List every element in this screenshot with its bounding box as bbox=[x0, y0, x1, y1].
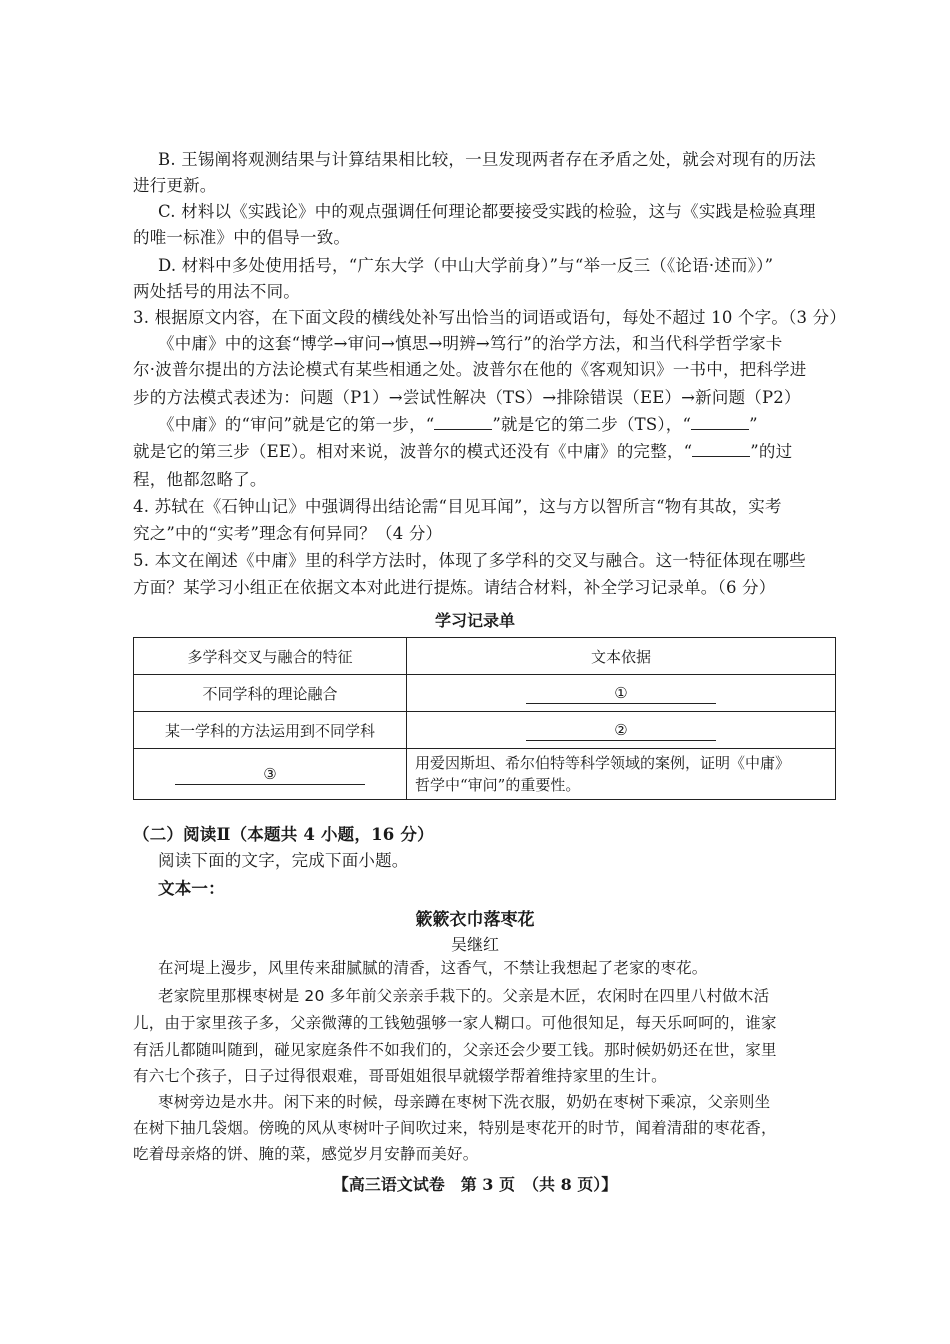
page-footer: 【高三语文试卷 第 3 页 （共 8 页）】 bbox=[332, 1175, 618, 1194]
story-line: 有六七个孩子，日子过得很艰难，哥哥姐姐很早就辍学帮着维持家里的生计。 bbox=[133, 1067, 667, 1085]
section2-heading: （二）阅读Ⅱ（本题共 4 小题，16 分） bbox=[133, 825, 434, 844]
record-table bbox=[133, 637, 836, 800]
q3-text-4c: ” bbox=[749, 415, 758, 434]
q3-blank-3[interactable] bbox=[692, 440, 750, 457]
row1-feature: 不同学科的理论融合 bbox=[134, 675, 407, 712]
story-line: 吃着母亲烙的饼、腌的菜，感觉岁月安静而美好。 bbox=[133, 1145, 479, 1163]
table-row bbox=[134, 749, 836, 800]
q5-line1: 5. 本文在阐述《中庸》里的科学方法时，体现了多学科的交叉与融合。这一特征体现在哪些 bbox=[133, 551, 806, 570]
story-title: 簌簌衣巾落枣花 bbox=[415, 910, 535, 930]
story-line: 老家院里那棵枣树是 20 多年前父亲亲手栽下的。父亲是木匠，农闲时在四里八村做木活 bbox=[158, 987, 770, 1005]
option-d-line2: 两处括号的用法不同。 bbox=[133, 282, 300, 301]
option-c-line1: C. 材料以《实践论》中的观点强调任何理论都要接受实践的检验，这与《实践是检验真理 bbox=[158, 202, 816, 221]
option-d-line1: D. 材料中多处使用括号，“广东大学（中山大学前身）”与“举一反三（《论语·述而》）” bbox=[158, 256, 774, 275]
table-header-row bbox=[134, 638, 836, 675]
row1-evidence-cell bbox=[407, 675, 836, 712]
row3-evidence-line2: 哲学中“审问”的重要性。 bbox=[415, 776, 581, 794]
option-b-line1: B. 王锡阐将观测结果与计算结果相比较，一旦发现两者存在矛盾之处，就会对现有的历法 bbox=[158, 150, 816, 169]
q3-text-4a: 《中庸》的“审问”就是它的第一步，“ bbox=[158, 415, 435, 434]
q3-text-5b: ”的过 bbox=[750, 442, 793, 461]
q3-para-line6: 程，他都忽略了。 bbox=[133, 470, 267, 489]
answer-blank-2[interactable]: ② bbox=[526, 720, 716, 741]
option-c-line2: 的唯一标准》中的倡导一致。 bbox=[133, 228, 351, 247]
q3-para-line2: 尔·波普尔提出的方法论模式有某些相通之处。波普尔在他的《客观知识》一书中，把科学进 bbox=[133, 360, 807, 379]
option-b-line2: 进行更新。 bbox=[133, 176, 217, 195]
q3-text-4b: ”就是它的第二步（TS），“ bbox=[492, 415, 692, 434]
header-feature: 多学科交叉与融合的特征 bbox=[134, 638, 407, 675]
q3-blank-2[interactable] bbox=[691, 413, 749, 430]
story-author: 吴继红 bbox=[450, 935, 499, 954]
q3-para-line3: 步的方法模式表述为：问题（P1）→尝试性解决（TS）→排除错误（EE）→新问题（P2） bbox=[133, 388, 801, 407]
table-row bbox=[134, 675, 836, 712]
story-line: 儿，由于家里孩子多，父亲微薄的工钱勉强够一家人糊口。可他很知足，每天乐呵呵的，谁家 bbox=[133, 1014, 777, 1032]
row2-feature: 某一学科的方法运用到不同学科 bbox=[134, 712, 407, 749]
answer-blank-3[interactable]: ③ bbox=[175, 764, 365, 785]
row2-evidence-cell bbox=[407, 712, 836, 749]
header-evidence: 文本依据 bbox=[407, 638, 836, 675]
section2-instruction: 阅读下面的文字，完成下面小题。 bbox=[158, 851, 409, 870]
story-line: 有活儿都随叫随到，碰见家庭条件不如我们的，父亲还会少要工钱。那时候奶奶还在世，家里 bbox=[133, 1041, 777, 1059]
q3-blank-1[interactable] bbox=[434, 413, 492, 430]
story-line: 在树下抽几袋烟。傍晚的风从枣树叶子间吹过来，特别是枣花开的时节，闻着清甜的枣花香， bbox=[133, 1119, 777, 1137]
q4-line2: 究之”中的“实考”理念有何异同？（4 分） bbox=[133, 524, 443, 543]
q5-line2: 方面？某学习小组正在依据文本对此进行提炼。请结合材料，补全学习记录单。（6 分） bbox=[133, 578, 776, 597]
q3-stem: 3. 根据原文内容，在下面文段的横线处补写出恰当的词语或语句，每处不超过 10 个字。（3 分） bbox=[133, 308, 847, 327]
row3-feature-cell bbox=[134, 749, 407, 800]
q3-para-line5 bbox=[133, 439, 833, 465]
q3-text-5a: 就是它的第三步（EE）。相对来说，波普尔的模式还没有《中庸》的完整，“ bbox=[133, 442, 693, 461]
story-line: 在河堤上漫步，风里传来甜腻腻的清香，这香气，不禁让我想起了老家的枣花。 bbox=[158, 959, 708, 977]
row3-evidence bbox=[407, 749, 836, 800]
story-line: 枣树旁边是水井。闲下来的时候，母亲蹲在枣树下洗衣服，奶奶在枣树下乘凉，父亲则坐 bbox=[158, 1093, 771, 1111]
q3-para-line4 bbox=[158, 412, 833, 438]
q3-para-line1: 《中庸》中的这套“博学→审问→慎思→明辨→笃行”的治学方法，和当代科学哲学家卡 bbox=[158, 334, 783, 353]
row3-evidence-line1: 用爱因斯坦、希尔伯特等科学领域的案例，证明《中庸》 bbox=[415, 754, 791, 772]
table-row bbox=[134, 712, 836, 749]
text-one-label: 文本一： bbox=[158, 879, 225, 898]
answer-blank-1[interactable]: ① bbox=[526, 683, 716, 704]
q4-line1: 4. 苏轼在《石钟山记》中强调得出结论需“目见耳闻”，这与方以智所言“物有其故，实考 bbox=[133, 497, 782, 516]
table-title: 学习记录单 bbox=[434, 611, 515, 630]
